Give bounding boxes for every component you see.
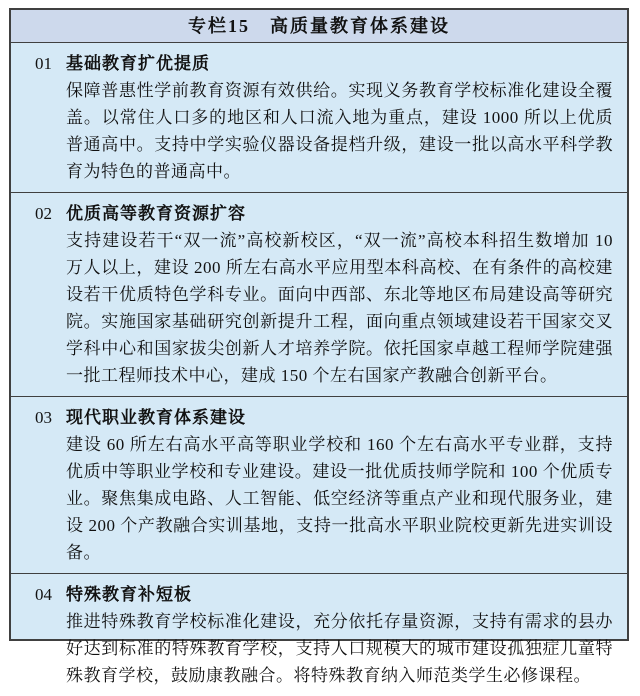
section-head	[11, 404, 627, 431]
section-basic-education	[11, 43, 627, 193]
section-heading: 特殊教育补短板	[66, 585, 192, 604]
section-body-text: 建设 60 所左右高水平高等职业学校和 160 个左右高水平专业群，支持优质中等职业学校和专业建设。建设一批优质技师学院和 100 个优质专业。聚焦集成电路、人工智能、低空经济等重点产业和现代服务业，建设 200 个产教融合实训基地，支持一批高水平职业院校更新先进实训设备。	[66, 435, 613, 562]
section-body-text: 推进特殊教育学校标准化建设，充分依托存量资源，支持有需求的县办好达到标准的特殊教育学校，支持人口规模大的城市建设孤独症儿童特殊教育学校，鼓励康教融合。将特殊教育纳入师范类学生必修课程。	[66, 612, 613, 685]
section-special-education	[11, 574, 627, 696]
section-number: 04	[35, 585, 52, 604]
section-higher-education	[11, 193, 627, 397]
section-heading: 现代职业教育体系建设	[66, 408, 246, 427]
panel-title: 专栏15 高质量教育体系建设	[188, 16, 450, 36]
section-head	[11, 50, 627, 77]
section-number: 01	[35, 54, 52, 73]
section-body-text: 支持建设若干“双一流”高校新校区，“双一流”高校本科招生数增加 10 万人以上，建设 200 所左右高水平应用型本科高校、在有条件的高校建设若干优质特色学科专业。面向中西部、东北等地区布局建设高等研究院。实施国家基础研究创新提升工程，面向重点领域建设若干国家交叉学科中心和国家拔尖创新人才培养学院。依托国家卓越工程师学院建强一批工程师技术中心，建成 150 个左右国家产教融合创新平台。	[66, 231, 613, 385]
section-body-text: 保障普惠性学前教育资源有效供给。实现义务教育学校标准化建设全覆盖。以常住人口多的地区和人口流入地为重点，建设 1000 所以上优质普通高中。支持中学实验仪器设备提档升级，建设一批以高水平科学教育为特色的普通高中。	[66, 81, 613, 181]
panel-header	[11, 10, 627, 43]
section-number: 03	[35, 408, 52, 427]
section-number: 02	[35, 204, 52, 223]
section-heading: 优质高等教育资源扩容	[66, 204, 246, 223]
section-head	[11, 581, 627, 608]
section-vocational-education	[11, 397, 627, 574]
policy-column-box	[9, 8, 629, 685]
section-head	[11, 200, 627, 227]
section-heading: 基础教育扩优提质	[66, 54, 210, 73]
